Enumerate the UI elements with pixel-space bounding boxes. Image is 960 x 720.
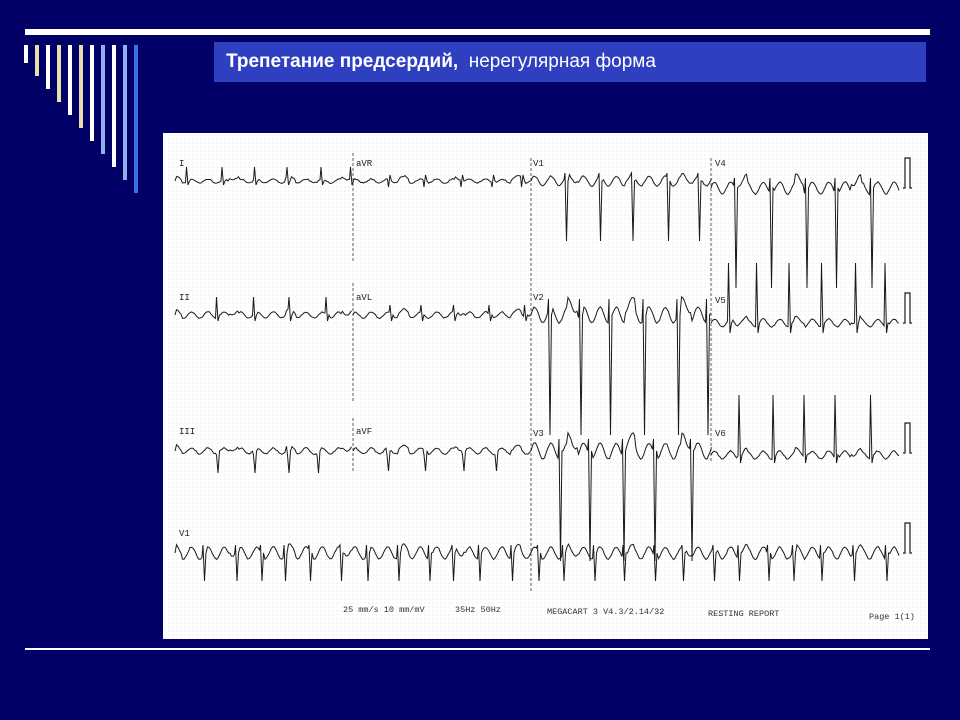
lead-label-V1a: V1 (533, 159, 544, 169)
decor-stripe (123, 45, 127, 180)
ecg-footer-speed: 25 mm/s 10 mm/mV (343, 605, 425, 615)
ecg-image (163, 133, 928, 639)
lead-label-V4: V4 (715, 159, 726, 169)
decor-stripe (79, 45, 83, 128)
lead-label-aVR: aVR (356, 159, 373, 169)
bottom-divider (25, 648, 930, 650)
decorative-stripes (24, 45, 164, 195)
lead-label-V2: V2 (533, 293, 544, 303)
lead-label-I: I (179, 159, 185, 169)
ecg-grid (163, 133, 928, 639)
slide-title-normal: нерегулярная форма (468, 51, 656, 72)
lead-label-aVF: aVF (356, 427, 373, 437)
slide-title-bar (214, 42, 926, 82)
ecg-footer-report: RESTING REPORT (708, 609, 780, 619)
slide-title-bold: Трепетание предсердий, (226, 51, 459, 72)
decor-stripe (46, 45, 50, 89)
decor-stripe (112, 45, 116, 167)
decor-stripe (35, 45, 39, 76)
lead-label-V6: V6 (715, 429, 726, 439)
lead-label-V5: V5 (715, 296, 726, 306)
decor-stripe (57, 45, 61, 102)
decor-stripe (68, 45, 72, 115)
lead-label-aVL: aVL (356, 293, 373, 303)
decor-stripe (24, 45, 28, 63)
lead-label-II: II (179, 293, 190, 303)
ecg-footer-device: MEGACART 3 V4.3/2.14/32 (547, 607, 665, 617)
lead-label-III: III (179, 427, 196, 437)
ecg-footer-filter: 35Hz 50Hz (455, 605, 501, 615)
top-divider (25, 29, 930, 35)
decor-stripe (134, 45, 138, 193)
lead-label-V1b: V1 (179, 529, 190, 539)
ecg-footer-page: Page 1(1) (869, 612, 915, 622)
decor-stripe (101, 45, 105, 154)
decor-stripe (90, 45, 94, 141)
lead-label-V3: V3 (533, 429, 544, 439)
